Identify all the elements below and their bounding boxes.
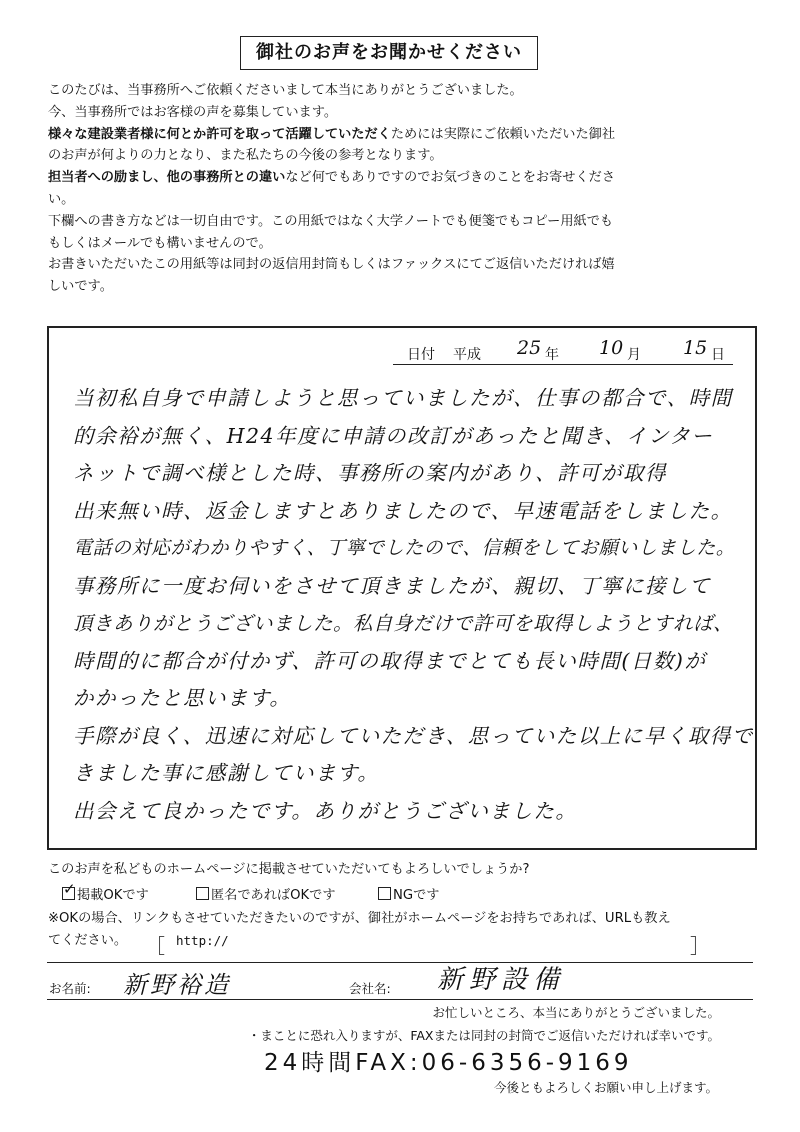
signature-row <box>47 962 753 1000</box>
intro-text-part: ためには実際にご依頼いただいた御社 <box>390 126 616 142</box>
intro-bold: 様々な建設業者様に何とか許可を取って活躍していただく <box>48 126 391 142</box>
intro-line: 下欄への書き方などは一切自由です。この用紙ではなく大学ノートでも便箋でもコピー用紙でも <box>48 213 614 229</box>
response-line: 頂きありがとうございました。私自身だけで許可を取得しようとすれば、 <box>73 612 734 635</box>
intro-line: 今、当事務所ではお客様の声を募集しています。 <box>48 104 338 120</box>
ok-note-line: ※OKの場合、リンクもさせていただきたいのですが、御社がホームページをお持ちであれば、URLも教え <box>48 911 671 926</box>
checkbox-icon[interactable] <box>196 887 209 900</box>
thanks-text: お忙しいところ、本当にありがとうございました。 <box>432 1005 720 1020</box>
handwritten-response <box>73 380 754 830</box>
company-label: 会社名: <box>349 981 391 996</box>
option-ok[interactable] <box>62 884 149 903</box>
response-line: 事務所に一度お伺いをさせて頂きましたが、親切、丁寧に接して <box>73 573 711 598</box>
date-day: 15 <box>683 337 708 359</box>
response-line: 電話の対応がわかりやすく、丁寧でしたので、信頼をしてお願いしました。 <box>73 537 736 559</box>
company-value: 新野設備 <box>437 965 566 995</box>
response-line: 的余裕が無く、H24年度に申請の改訂があったと聞き、インター <box>73 423 714 448</box>
response-line: 当初私自身で申請しようと思っていましたが、仕事の都合で、時間 <box>73 386 733 410</box>
date-day-unit: 日 <box>711 347 725 363</box>
date-year: 25 <box>517 337 542 359</box>
date-era: 平成 <box>453 347 481 363</box>
option-anonymous[interactable] <box>196 884 336 903</box>
date-month-unit: 月 <box>627 347 641 363</box>
intro-text-part: など何でもありですのでお気づきのことをお寄せくださ <box>285 170 616 186</box>
fax-number: 24時間FAX:06-6356-9169 <box>264 1050 633 1076</box>
option-label: NGです <box>393 888 440 903</box>
response-box <box>47 326 757 850</box>
url-bracket-close: ］ <box>690 934 710 958</box>
response-line: 出来無い時、返金しますとありましたので、早速電話をしました。 <box>73 498 733 523</box>
option-label: 掲載OKです <box>77 888 149 903</box>
response-line: 出会えて良かったです。ありがとうございました。 <box>73 798 578 823</box>
checkbox-icon[interactable] <box>378 887 391 900</box>
date-row <box>393 337 733 365</box>
intro-text <box>48 80 760 298</box>
name-label: お名前: <box>49 981 91 996</box>
closing-text: 今後ともよろしくお願い申し上げます。 <box>493 1080 718 1095</box>
date-year-unit: 年 <box>545 347 559 363</box>
response-line: ネットで調べ様とした時、事務所の案内があり、許可が取得 <box>73 461 667 485</box>
ok-note-line: てください。 <box>48 933 128 948</box>
checkbox-checked-icon[interactable] <box>62 887 75 900</box>
intro-bold: 担当者への励まし、他の事務所との違い <box>48 170 286 186</box>
date-month: 10 <box>599 337 624 359</box>
date-label: 日付 <box>407 347 435 363</box>
intro-line: い。 <box>48 191 75 207</box>
intro-line <box>48 124 760 146</box>
name-value: 新野裕造 <box>123 971 231 999</box>
response-line: 時間的に都合が付かず、許可の取得までとても長い時間(日数)が <box>73 648 707 673</box>
intro-line <box>48 167 760 189</box>
intro-line: このたびは、当事務所へご依頼くださいまして本当にありがとうございました。 <box>48 83 523 98</box>
url-field[interactable]: http:// <box>176 933 229 948</box>
option-label: 匿名であればOKです <box>211 888 336 903</box>
fax-note: ・まことに恐れ入りますが、FAXまたは同封の封筒でご返信いただければ幸いです。 <box>247 1028 720 1043</box>
response-line: きました事に感謝しています。 <box>73 761 380 785</box>
form-title: 御社のお声をお聞かせください <box>240 36 538 70</box>
option-ng[interactable] <box>378 884 439 903</box>
publish-question: このお声を私どものホームページに掲載させていただいてもよろしいでしょうか? <box>48 862 530 877</box>
url-bracket-open: ［ <box>145 934 165 958</box>
intro-line: もしくはメールでも構いませんので。 <box>48 235 272 251</box>
response-line: 手際が良く、迅速に対応していただき、思っていた以上に早く取得で <box>73 723 754 748</box>
intro-line: のお声が何よりの力となり、また私たちの今後の参考となります。 <box>48 148 443 164</box>
intro-line: お書きいただいたこの用紙等は同封の返信用封筒もしくはファックスにてご返信いただければ嬉 <box>48 257 615 273</box>
response-line: かかったと思います。 <box>73 686 292 710</box>
intro-line: しいです。 <box>48 279 113 295</box>
